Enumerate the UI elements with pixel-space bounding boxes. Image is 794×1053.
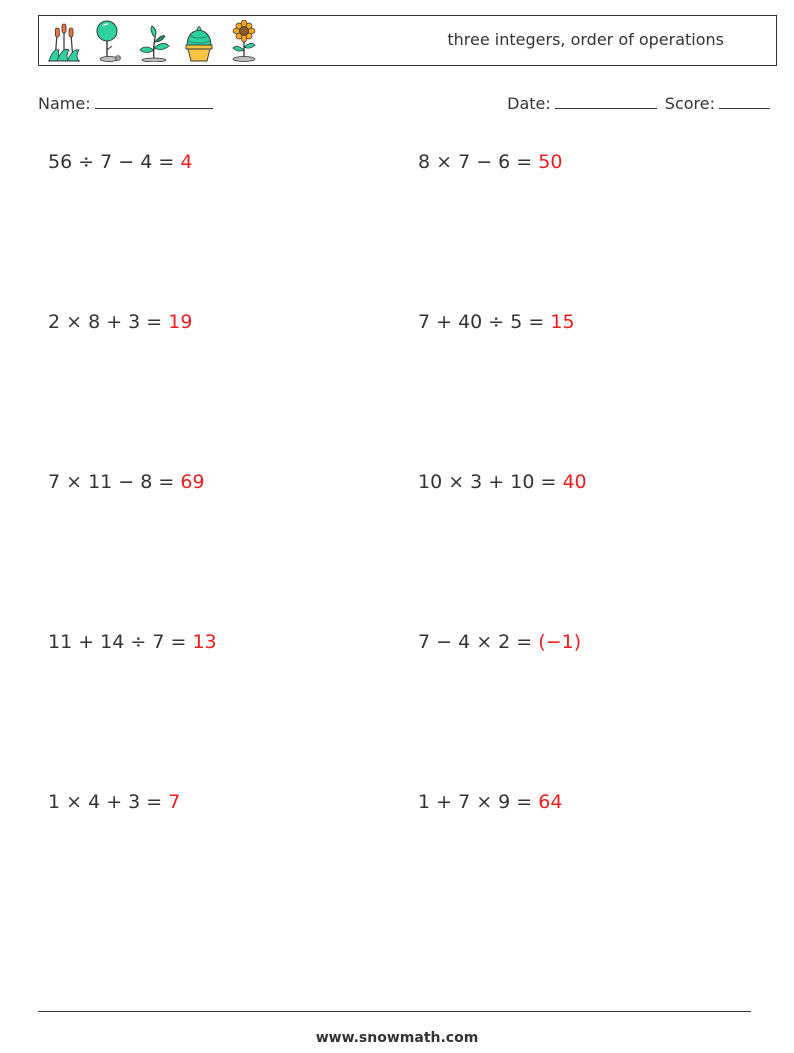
- score-blank-line[interactable]: [719, 92, 770, 109]
- problem-2: [418, 149, 562, 175]
- name-blank-line[interactable]: [95, 92, 213, 109]
- problem-7: [48, 629, 217, 655]
- problem-answer: 4: [180, 151, 193, 173]
- problem-answer: 69: [180, 471, 205, 493]
- problem-expression: 10 × 3 + 10 =: [418, 471, 557, 493]
- worksheet-title: three integers, order of operations: [447, 30, 724, 49]
- problem-answer: (−1): [538, 631, 582, 653]
- score-label: Score:: [664, 94, 715, 113]
- plant-icons-row: [47, 20, 272, 62]
- problem-expression: 8 × 7 − 6 =: [418, 151, 533, 173]
- problem-3: [48, 309, 192, 335]
- problem-answer: 50: [538, 151, 563, 173]
- problem-1: [48, 149, 192, 175]
- date-score-fields: [507, 92, 770, 113]
- footer-divider: [38, 1011, 751, 1012]
- problem-answer: 64: [538, 791, 563, 813]
- footer-site-link[interactable]: www.snowmath.com: [315, 1030, 479, 1046]
- cattail-plant-icon: [47, 20, 81, 62]
- sprout-plant-icon: [137, 20, 171, 62]
- problem-expression: 7 × 11 − 8 =: [48, 471, 175, 493]
- problem-answer: 7: [168, 791, 181, 813]
- worksheet-header: [38, 15, 777, 66]
- problem-5: [48, 469, 205, 495]
- date-blank-line[interactable]: [555, 92, 657, 109]
- round-tree-icon: [92, 20, 126, 62]
- problem-expression: 1 + 7 × 9 =: [418, 791, 533, 813]
- problem-8: [418, 629, 581, 655]
- problem-expression: 56 ÷ 7 − 4 =: [48, 151, 175, 173]
- sunflower-icon: [227, 20, 261, 62]
- problem-6: [418, 469, 587, 495]
- problem-answer: 40: [562, 471, 587, 493]
- student-info-row: [38, 92, 770, 116]
- problem-10: [418, 789, 562, 815]
- problem-9: [48, 789, 180, 815]
- date-label: Date:: [507, 94, 551, 113]
- problem-expression: 11 + 14 ÷ 7 =: [48, 631, 187, 653]
- problem-expression: 1 × 4 + 3 =: [48, 791, 163, 813]
- name-field: [38, 92, 213, 113]
- name-label: Name:: [38, 94, 91, 113]
- problem-expression: 7 − 4 × 2 =: [418, 631, 533, 653]
- problem-answer: 15: [550, 311, 575, 333]
- problem-answer: 13: [192, 631, 217, 653]
- problem-answer: 19: [168, 311, 193, 333]
- problem-4: [418, 309, 575, 335]
- problem-expression: 7 + 40 ÷ 5 =: [418, 311, 545, 333]
- problem-expression: 2 × 8 + 3 =: [48, 311, 163, 333]
- potted-cactus-icon: [182, 20, 216, 62]
